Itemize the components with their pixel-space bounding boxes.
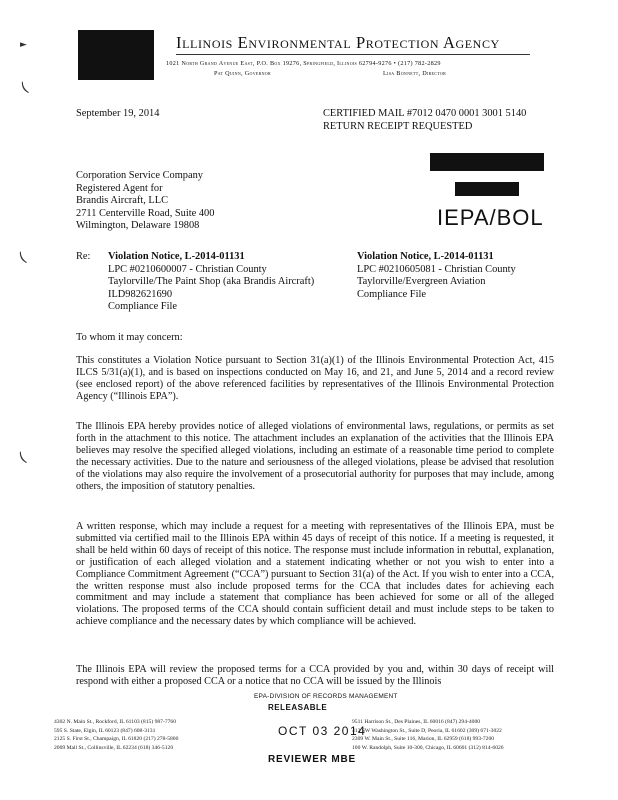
re-left-line: ILD982621690: [108, 288, 173, 300]
re-left-block: [108, 251, 338, 314]
recipient-line: Corporation Service Company: [76, 170, 203, 181]
footer-office-line: 100 W. Randolph, Suite 10-300, Chicago, IL 60601 (312) 814-6026: [352, 744, 504, 751]
records-stamp-line2: RELEASABLE: [268, 703, 328, 712]
iepa-bol-stamp: IEPA/BOL: [437, 205, 544, 230]
certified-mail-number: CERTIFIED MAIL #7012 0470 0001 3001 5140: [323, 108, 527, 119]
director-name: Lisa Bonnett, Director: [383, 70, 447, 77]
recipient-address: [76, 170, 214, 233]
margin-mark-punch-2: (: [16, 249, 30, 267]
paragraph-2: The Illinois EPA hereby provides notice of alleged violations of environmental laws, regulations, or permits as set forth in the attachment to this notice. The attachment includes an explanation of the activities that the Illinois EPA believes may resolve the specified alleged violations, including an estimate of a reasonable time period to complete the necessary activities. Due to the nature and seriousness of the alleged violations, please be advised that resolution of the violations may also require the involvement of a prosecutorial authority for purposes that may include, among others, the imposition of statutory penalties.: [76, 421, 554, 492]
footer-office-line: 2009 Mall St., Collinsville, IL 62234 (618) 346-5120: [54, 744, 174, 751]
letterhead-rule: [176, 54, 530, 55]
salutation: To whom it may concern:: [76, 332, 183, 343]
paragraph-4: The Illinois EPA will review the proposed terms for a CCA provided by you and, within 30 days of receipt will respond with either a proposed CCA or a notice that no CCA will be issued by the Illinois: [76, 664, 554, 687]
re-label: Re:: [76, 251, 91, 262]
recipient-line: 2711 Centerville Road, Suite 400: [76, 207, 215, 219]
margin-mark-punch-3: (: [16, 449, 30, 467]
paragraph-1: This constitutes a Violation Notice pursuant to Section 31(a)(1) of the Illinois Environmental Protection Act, 415 ILCS 5/31(a)(1), and is based on inspections conducted on May 16, and 21, and June 5, 2014 and a record review (see enclosed report) of the above referenced facilities by representatives of the Illinois Environmental Protection Agency (“Illinois EPA”).: [76, 355, 554, 402]
re-left-line: LPC #0210600007 - Christian County: [108, 263, 267, 275]
re-right-line: LPC #0210605081 - Christian County: [357, 263, 516, 275]
footer-office-line: 4302 N. Main St., Rockford, IL 61103 (815) 987-7760: [54, 719, 177, 725]
return-receipt-label: RETURN RECEIPT REQUESTED: [323, 121, 473, 132]
re-right-line: Compliance File: [357, 288, 426, 300]
redaction-block-1: [430, 153, 544, 171]
re-right-line: Taylorville/Evergreen Aviation: [357, 276, 486, 288]
footer-offices-left: [54, 718, 178, 752]
margin-mark-punch-1: (: [18, 79, 32, 97]
agency-logo: [78, 30, 154, 80]
agency-name: Illinois Environmental Protection Agency: [176, 33, 500, 52]
recipient-line: Brandis Aircraft, LLC: [76, 195, 169, 207]
footer-offices-right: [352, 718, 504, 752]
letter-date: September 19, 2014: [76, 108, 160, 119]
recipient-line: Wilmington, Delaware 19808: [76, 220, 200, 232]
records-stamp-date: OCT 03 2014: [278, 724, 367, 738]
footer-office-line: 595 S. State, Elgin, IL 60123 (847) 608-3131: [54, 727, 156, 734]
governor-name: Pat Quinn, Governor: [214, 70, 271, 77]
redaction-block-2: [455, 182, 519, 196]
re-left-title: Violation Notice, L-2014-01131: [108, 251, 245, 262]
records-stamp-line1: EPA-DIVISION OF RECORDS MANAGEMENT: [254, 693, 398, 700]
paragraph-3: A written response, which may include a request for a meeting with representatives of the Illinois EPA, must be submitted via certified mail to the Illinois EPA within 45 days of receipt of this notice. If a meeting is requested, it shall be held within 60 days of receipt of this notice. The response must include information in rebuttal, explanation, or justification of each alleged violation and a statement indicating whether or not you wish to enter into a Compliance Commitment Agreement (“CCA”) pursuant to Section 31(a) of the Act. If you wish to enter into a CCA, the written response must also include proposed terms for the CCA that includes dates for achieving each commitment and may include a statement that compliance has been achieved for some or all of the alleged violations. The proposed terms of the CCA should contain sufficient detail and must include steps to be taken to achieve compliance and the necessary dates by which compliance will be achieved.: [76, 521, 554, 628]
footer-office-line: 2125 S. First St., Champaign, IL 61820 (217) 278-5800: [54, 736, 179, 742]
records-stamp-reviewer: REVIEWER MBE: [268, 754, 356, 765]
footer-office-line: 412 SW Washington St., Suite D, Peoria, IL 61602 (309) 671-3022: [352, 727, 502, 734]
footer-office-line: 2309 W. Main St., Suite 116, Marion, IL 62959 (618) 993-7200: [352, 736, 495, 742]
recipient-line: Registered Agent for: [76, 182, 163, 194]
re-left-line: Taylorville/The Paint Shop (aka Brandis Aircraft): [108, 276, 315, 288]
re-left-line: Compliance File: [108, 301, 177, 313]
margin-mark-bullet: ►: [20, 40, 27, 50]
re-right-block: [357, 251, 557, 301]
footer-office-line: 9511 Harrison St., Des Plaines, IL 60016 (847) 294-4000: [352, 719, 481, 725]
re-right-title: Violation Notice, L-2014-01131: [357, 251, 494, 262]
agency-address: 1021 North Grand Avenue East, P.O. Box 19276, Springfield, Illinois 62794-9276 • (217) 782-2829: [166, 60, 441, 67]
